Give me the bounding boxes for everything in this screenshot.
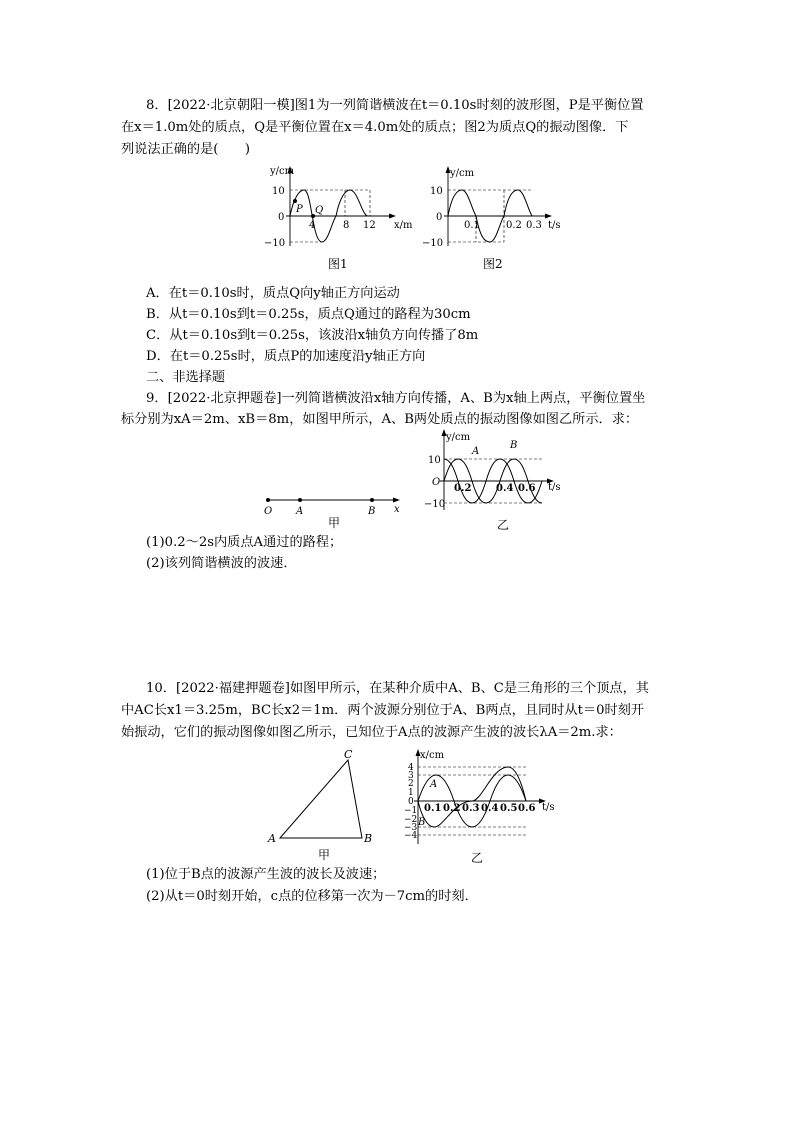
- q9-line-1: 9．[2022·北京押题卷]一列简谐横波沿x轴方向传播，A、B为x轴上两点，平衡位置坐: [146, 391, 646, 406]
- q10-yi-caption: 乙: [471, 851, 484, 865]
- yi-series-b-label: B: [510, 440, 518, 451]
- fig2-ylabel: y/cm: [450, 168, 475, 179]
- yi10-ylabel: x/cm: [420, 750, 445, 761]
- fig1-caption: 图1: [328, 257, 348, 271]
- yi10-ytick-2: 2: [408, 779, 414, 789]
- yi-ytick-neg10: −10: [424, 499, 446, 510]
- fig2-xlabel: t/s: [548, 220, 561, 231]
- yi-xlabel: t/s: [548, 482, 561, 493]
- fig1-ytick-0: 0: [278, 212, 285, 223]
- q8-line-3: 列说法正确的是( ): [121, 142, 250, 157]
- q10-part-1: (1)位于B点的波源产生波的波长及波速；: [146, 867, 386, 882]
- yi-xtick-0.2: 0.2: [454, 483, 472, 494]
- fig1-xtick-8: 8: [343, 220, 350, 231]
- yi-xtick-0.4: 0.4: [496, 483, 514, 494]
- triangle-label-a: A: [268, 832, 276, 845]
- q8-option-b: B．从t＝0.10s到t＝0.25s，质点Q通过的路程为30cm: [146, 307, 471, 322]
- yi10-xtick-0.3: 0.3: [462, 803, 480, 814]
- yi10-ytick-neg1: −1: [404, 806, 418, 816]
- q10-jia-caption: 甲: [318, 848, 331, 862]
- fig1-xtick-12: 12: [363, 220, 376, 231]
- q9-figure-yi: [424, 428, 574, 514]
- yi10-ytick-4: 4: [408, 763, 414, 773]
- yi10-ytick-neg2: −2: [404, 815, 418, 825]
- yi10-ytick-neg4: −4: [404, 831, 418, 841]
- jia-label-a: A: [296, 506, 304, 517]
- section-heading: 二、非选择题: [146, 370, 226, 385]
- q10-line-1: 10．[2022·福建押题卷]如图甲所示，在某种介质中A、B、C是三角形的三个顶点，其: [146, 681, 649, 696]
- fig2-ytick-neg10: −10: [422, 238, 444, 249]
- jia-label-b: B: [368, 506, 376, 517]
- triangle-label-b: B: [364, 832, 373, 845]
- fig2-xtick-0.1: 0.1: [464, 220, 480, 231]
- yi-ylabel: y/cm: [446, 432, 471, 443]
- yi10-xtick-0.5: 0.5: [500, 803, 518, 814]
- yi10-ytick-0: 0: [408, 797, 414, 807]
- fig1-point-p: P: [296, 204, 303, 215]
- yi10-xtick-0.1: 0.1: [424, 803, 442, 814]
- q8-option-d: D．在t＝0.25s时，质点P的加速度沿y轴正方向: [146, 349, 426, 364]
- q9-part-1: (1)0.2～2s内质点A通过的路程；: [146, 535, 343, 550]
- fig1-ytick-neg10: −10: [264, 238, 286, 249]
- fig2-ytick-10: 10: [430, 186, 443, 197]
- fig1-point-q: Q: [315, 205, 324, 216]
- q10-line-3: 始振动，它们的振动图像如图乙所示，已知位于A点的波源产生波的波长λA＝2m.求：: [121, 725, 622, 740]
- q8-line-1: 8．[2022·北京朝阳一模]图1为一列简谐横波在t＝0.10s时刻的波形图，P是平衡位置: [146, 98, 644, 113]
- q8-figure-2: [420, 166, 570, 252]
- fig1-xtick-4: 4: [309, 220, 316, 231]
- triangle-label-c: C: [344, 748, 353, 761]
- yi10-xtick-0.6: 0.6: [518, 803, 536, 814]
- q8-line-2: 在x＝1.0m处的质点，Q是平衡位置在x＝4.0m处的质点；图2为质点Q的振动图像．下: [121, 120, 629, 135]
- yi-ytick-10: 10: [428, 455, 441, 466]
- yi10-ytick-neg3: −3: [404, 823, 418, 833]
- q10-part-2: (2)从t＝0时刻开始，c点的位移第一次为－7cm的时刻．: [146, 889, 478, 904]
- yi-series-a-label: A: [472, 446, 480, 457]
- fig2-xtick-0.2: 0.2: [506, 220, 522, 231]
- fig1-xlabel: x/m: [394, 220, 413, 231]
- jia-label-o: O: [264, 506, 273, 517]
- q10-figure-triangle: [266, 746, 386, 846]
- yi10-xtick-0.4: 0.4: [481, 803, 499, 814]
- yi10-series-b-label: B: [418, 817, 426, 828]
- yi10-ytick-3: 3: [408, 771, 414, 781]
- fig1-ytick-10: 10: [272, 186, 285, 197]
- fig1-ylabel: y/cm: [270, 166, 295, 177]
- yi10-series-a-label: A: [430, 779, 438, 790]
- yi-xtick-0.6: 0.6: [518, 483, 536, 494]
- fig2-ytick-0: 0: [436, 212, 443, 223]
- yi-ytick-origin: O: [432, 477, 441, 488]
- q10-figure-yi: [404, 748, 564, 848]
- q10-line-2: 中AC长x1＝3.25m，BC长x2＝1m．两个波源分别位于A、B两点，且同时从t＝0时刻开: [121, 703, 645, 718]
- yi10-ytick-1: 1: [408, 788, 414, 798]
- q9-yi-caption: 乙: [497, 518, 510, 532]
- jia-label-x: x: [394, 504, 400, 515]
- q9-jia-caption: 甲: [328, 516, 341, 530]
- q9-part-2: (2)该列简谐横波的波速．: [146, 556, 297, 571]
- fig2-xtick-0.3: 0.3: [526, 220, 542, 231]
- q9-line-2: 标分别为xA＝2m、xB＝8m，如图甲所示，A、B两处质点的振动图像如图乙所示．求：: [121, 412, 639, 427]
- q8-option-a: A．在t＝0.10s时，质点Q向y轴正方向运动: [146, 286, 400, 301]
- yi10-xtick-0.2: 0.2: [443, 803, 461, 814]
- yi10-xlabel: t/s: [542, 802, 555, 813]
- q8-figure-1: [262, 166, 422, 252]
- fig2-caption: 图2: [483, 257, 503, 271]
- q8-option-c: C．从t＝0.10s到t＝0.25s，该波沿x轴负方向传播了8m: [146, 328, 479, 343]
